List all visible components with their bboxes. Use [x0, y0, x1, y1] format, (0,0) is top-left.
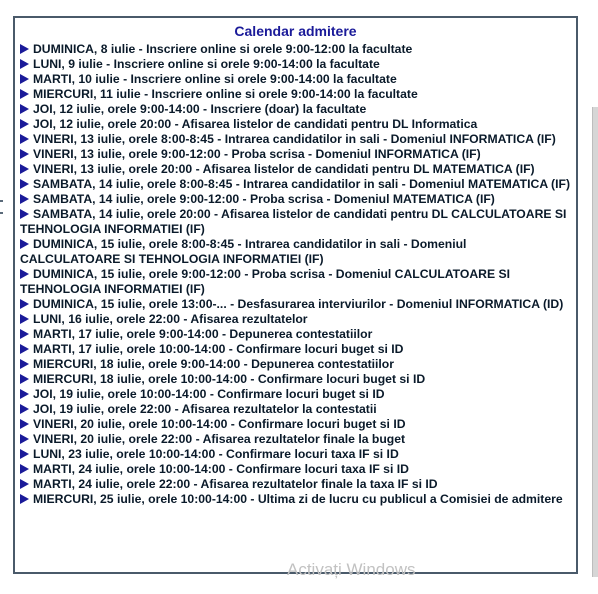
bullet-arrow-icon — [20, 404, 29, 414]
schedule-item — [20, 327, 570, 342]
bullet-arrow-icon — [20, 329, 29, 339]
schedule-item-text: DUMINICA, 15 iulie, orele 8:00-8:45 - Intrarea candidatilor in sali - Domeniul CALCULATOARE SI TEHNOLOGIA INFORMATIEI (IF) — [20, 237, 467, 266]
schedule-item-text: SAMBATA, 14 iulie, orele 8:00-8:45 - Intrarea candidatilor in sali - Domeniul MATEMATICA (IF) — [33, 177, 571, 191]
schedule-item — [20, 147, 570, 162]
bullet-arrow-icon — [20, 74, 29, 84]
schedule-item — [20, 342, 570, 357]
schedule-list — [15, 42, 576, 507]
schedule-item — [20, 312, 570, 327]
schedule-item — [20, 237, 570, 267]
schedule-item-text: LUNI, 16 iulie, orele 22:00 - Afisarea rezultatelor — [33, 312, 308, 326]
schedule-item — [20, 477, 570, 492]
left-edge-mark — [0, 200, 3, 202]
schedule-item — [20, 462, 570, 477]
schedule-item — [20, 447, 570, 462]
schedule-item-text: DUMINICA, 8 iulie - Inscriere online si orele 9:00-12:00 la facultate — [33, 42, 413, 56]
bullet-arrow-icon — [20, 59, 29, 69]
admission-calendar-panel — [13, 16, 578, 574]
schedule-item-text: SAMBATA, 14 iulie, orele 20:00 - Afisarea listelor de candidati pentru DL CALCULATOARE SI TEHNOLOGIA INFORMATIEI (IF) — [20, 207, 567, 236]
schedule-item-text: VINERI, 20 iulie, orele 10:00-14:00 - Confirmare locuri buget si ID — [33, 417, 406, 431]
schedule-item — [20, 402, 570, 417]
schedule-item — [20, 432, 570, 447]
bullet-arrow-icon — [20, 44, 29, 54]
page-scrollbar[interactable] — [592, 107, 598, 577]
schedule-item-text: MIERCURI, 25 iulie, orele 10:00-14:00 - Ultima zi de lucru cu publicul a Comisiei de admitere — [33, 492, 563, 506]
left-edge-mark — [0, 212, 3, 214]
schedule-item-text: MARTI, 17 iulie, orele 10:00-14:00 - Confirmare locuri buget si ID — [33, 342, 404, 356]
schedule-item-text: MIERCURI, 18 iulie, orele 10:00-14:00 - Confirmare locuri buget si ID — [33, 372, 426, 386]
bullet-arrow-icon — [20, 419, 29, 429]
bullet-arrow-icon — [20, 104, 29, 114]
bullet-arrow-icon — [20, 479, 29, 489]
schedule-item — [20, 297, 570, 312]
bullet-arrow-icon — [20, 89, 29, 99]
schedule-item-text: VINERI, 13 iulie, orele 8:00-8:45 - Intrarea candidatilor in sali - Domeniul INFORMATICA (IF) — [33, 132, 556, 146]
schedule-item-text: VINERI, 20 iulie, orele 22:00 - Afisarea rezultatelor finale la buget — [33, 432, 406, 446]
schedule-item-text: MARTI, 17 iulie, orele 9:00-14:00 - Depunerea contestatiilor — [33, 327, 373, 341]
bullet-arrow-icon — [20, 149, 29, 159]
bullet-arrow-icon — [20, 374, 29, 384]
schedule-item — [20, 87, 570, 102]
bullet-arrow-icon — [20, 359, 29, 369]
schedule-item — [20, 132, 570, 147]
schedule-item — [20, 177, 570, 192]
schedule-item — [20, 417, 570, 432]
schedule-item — [20, 267, 570, 297]
schedule-item-text: VINERI, 13 iulie, orele 20:00 - Afisarea listelor de candidati pentru DL MATEMATICA (IF) — [33, 162, 535, 176]
schedule-item-text: MIERCURI, 11 iulie - Inscriere online si orele 9:00-14:00 la facultate — [33, 87, 418, 101]
schedule-item-text: JOI, 19 iulie, orele 22:00 - Afisarea rezultatelor la contestatii — [33, 402, 377, 416]
bullet-arrow-icon — [20, 209, 29, 219]
bullet-arrow-icon — [20, 299, 29, 309]
schedule-item — [20, 102, 570, 117]
bullet-arrow-icon — [20, 314, 29, 324]
schedule-item — [20, 492, 570, 507]
windows-activation-watermark: Activați Windows — [287, 560, 416, 579]
panel-title: Calendar admitere — [234, 23, 357, 39]
schedule-item — [20, 387, 570, 402]
bullet-arrow-icon — [20, 194, 29, 204]
schedule-item-text: MIERCURI, 18 iulie, orele 9:00-14:00 - Depunerea contestatiilor — [33, 357, 394, 371]
bullet-arrow-icon — [20, 449, 29, 459]
schedule-item-text: MARTI, 24 iulie, orele 10:00-14:00 - Confirmare locuri taxa IF si ID — [33, 462, 409, 476]
schedule-item — [20, 192, 570, 207]
bullet-arrow-icon — [20, 464, 29, 474]
schedule-item-text: SAMBATA, 14 iulie, orele 9:00-12:00 - Proba scrisa - Domeniul MATEMATICA (IF) — [33, 192, 495, 206]
schedule-item — [20, 72, 570, 87]
bullet-arrow-icon — [20, 239, 29, 249]
schedule-item — [20, 372, 570, 387]
schedule-item — [20, 207, 570, 237]
schedule-item-text: MARTI, 24 iulie, orele 22:00 - Afisarea rezultatelor finale la taxa IF si ID — [33, 477, 438, 491]
schedule-item-text: VINERI, 13 iulie, orele 9:00-12:00 - Proba scrisa - Domeniul INFORMATICA (IF) — [33, 147, 481, 161]
bullet-arrow-icon — [20, 434, 29, 444]
schedule-item — [20, 57, 570, 72]
schedule-item-text: LUNI, 23 iulie, orele 10:00-14:00 - Confirmare locuri taxa IF si ID — [33, 447, 399, 461]
schedule-item-text: MARTI, 10 iulie - Inscriere online si orele 9:00-14:00 la facultate — [33, 72, 397, 86]
bullet-arrow-icon — [20, 164, 29, 174]
schedule-item — [20, 42, 570, 57]
bullet-arrow-icon — [20, 134, 29, 144]
schedule-item — [20, 162, 570, 177]
schedule-item-text: DUMINICA, 15 iulie, orele 9:00-12:00 - Proba scrisa - Domeniul CALCULATOARE SI TEHNOLOGIA INFORMATIEI (IF) — [20, 267, 511, 296]
bullet-arrow-icon — [20, 389, 29, 399]
schedule-item-text: JOI, 12 iulie, orele 20:00 - Afisarea listelor de candidati pentru DL Informatica — [33, 117, 478, 131]
schedule-item — [20, 117, 570, 132]
bullet-arrow-icon — [20, 344, 29, 354]
schedule-item-text: JOI, 12 iulie, orele 9:00-14:00 - Inscriere (doar) la facultate — [33, 102, 367, 116]
schedule-item — [20, 357, 570, 372]
bullet-arrow-icon — [20, 269, 29, 279]
schedule-item-text: JOI, 19 iulie, orele 10:00-14:00 - Confirmare locuri buget si ID — [33, 387, 385, 401]
bullet-arrow-icon — [20, 494, 29, 504]
schedule-item-text: DUMINICA, 15 iulie, orele 13:00-... - Desfasurarea interviurilor - Domeniul INFORMATICA (ID) — [33, 297, 564, 311]
schedule-item-text: LUNI, 9 iulie - Inscriere online si orele 9:00-14:00 la facultate — [33, 57, 380, 71]
bullet-arrow-icon — [20, 179, 29, 189]
bullet-arrow-icon — [20, 119, 29, 129]
